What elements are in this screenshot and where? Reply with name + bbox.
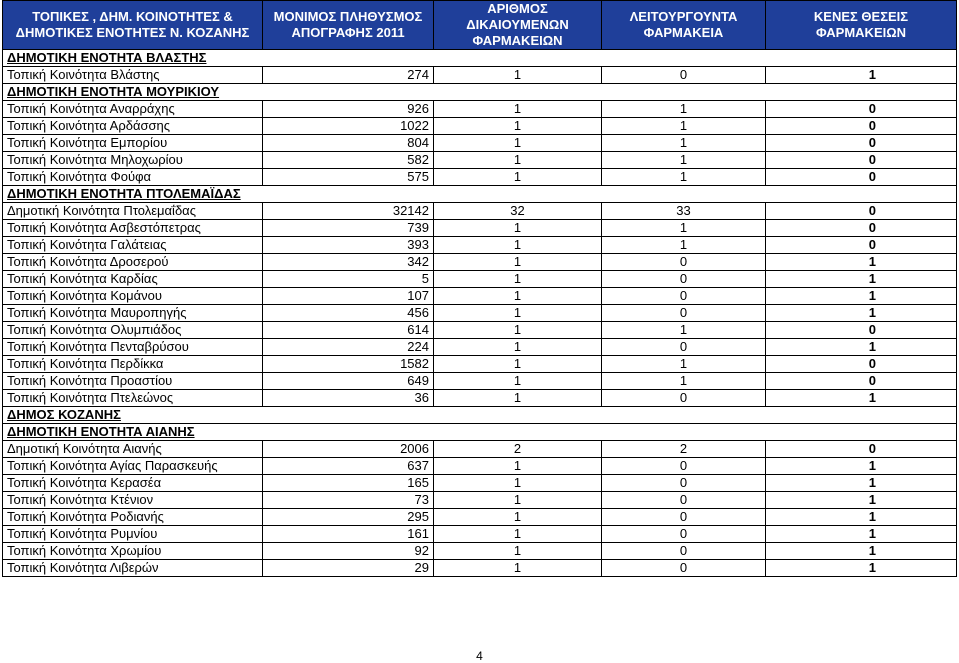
entitled-cell: 1 [434,356,602,373]
operating-cell: 0 [602,560,766,577]
vacant-cell: 0 [766,203,957,220]
entitled-cell: 1 [434,322,602,339]
community-name-cell: Τοπική Κοινότητα Περδίκκα [3,356,263,373]
operating-cell: 1 [602,237,766,254]
header-population: ΜΟΝΙΜΟΣ ΠΛΗΘΥΣΜΟΣ ΑΠΟΓΡΑΦΗΣ 2011 [263,1,434,50]
section-filler [602,84,957,101]
operating-cell: 1 [602,152,766,169]
population-cell: 649 [263,373,434,390]
vacant-cell: 0 [766,373,957,390]
operating-cell: 1 [602,135,766,152]
operating-cell: 0 [602,305,766,322]
table-row [3,305,957,322]
entitled-cell: 1 [434,237,602,254]
community-name-cell: Τοπική Κοινότητα Καρδίας [3,271,263,288]
entitled-cell: 1 [434,254,602,271]
section-row [3,50,957,67]
community-name-cell: Δημοτική Κοινότητα Πτολεμαΐδας [3,203,263,220]
table-row [3,67,957,84]
population-cell: 1582 [263,356,434,373]
vacant-cell: 1 [766,560,957,577]
entitled-cell: 1 [434,509,602,526]
header-operating-pharmacies: ΛΕΙΤΟΥΡΓΟΥΝΤΑ ΦΑΡΜΑΚΕΙΑ [602,1,766,50]
community-name-cell: Τοπική Κοινότητα Ροδιανής [3,509,263,526]
operating-cell: 2 [602,441,766,458]
community-name-cell: Τοπική Κοινότητα Αναρράχης [3,101,263,118]
table-row [3,254,957,271]
community-name-cell: Τοπική Κοινότητα Πενταβρύσου [3,339,263,356]
entitled-cell: 1 [434,169,602,186]
table-row [3,356,957,373]
entitled-cell: 1 [434,305,602,322]
operating-cell: 0 [602,67,766,84]
vacant-cell: 1 [766,271,957,288]
population-cell: 107 [263,288,434,305]
table-row [3,288,957,305]
population-cell: 614 [263,322,434,339]
section-title: ΔΗΜΟΤΙΚΗ ΕΝΟΤΗΤΑ ΒΛΑΣΤΗΣ [3,50,602,67]
population-cell: 582 [263,152,434,169]
entitled-cell: 1 [434,390,602,407]
table-row [3,373,957,390]
entitled-cell: 1 [434,118,602,135]
vacant-cell: 0 [766,356,957,373]
table-row [3,543,957,560]
community-name-cell: Τοπική Κοινότητα Χρωμίου [3,543,263,560]
vacant-cell: 1 [766,475,957,492]
community-name-cell: Τοπική Κοινότητα Κτένιον [3,492,263,509]
table-row [3,118,957,135]
vacant-cell: 1 [766,390,957,407]
table-row [3,339,957,356]
table-row [3,220,957,237]
operating-cell: 33 [602,203,766,220]
pharmacy-table [2,0,957,577]
table-row [3,271,957,288]
operating-cell: 0 [602,254,766,271]
community-name-cell: Τοπική Κοινότητα Πτελεώνος [3,390,263,407]
entitled-cell: 1 [434,543,602,560]
vacant-cell: 1 [766,526,957,543]
table-row [3,135,957,152]
population-cell: 32142 [263,203,434,220]
section-filler [602,186,957,203]
operating-cell: 1 [602,101,766,118]
entitled-cell: 1 [434,288,602,305]
section-row [3,424,957,441]
population-cell: 295 [263,509,434,526]
population-cell: 2006 [263,441,434,458]
vacant-cell: 0 [766,101,957,118]
operating-cell: 0 [602,492,766,509]
community-name-cell: Τοπική Κοινότητα Μαυροπηγής [3,305,263,322]
operating-cell: 0 [602,339,766,356]
table-row [3,492,957,509]
population-cell: 165 [263,475,434,492]
operating-cell: 0 [602,475,766,492]
operating-cell: 1 [602,373,766,390]
vacant-cell: 0 [766,322,957,339]
vacant-cell: 1 [766,288,957,305]
entitled-cell: 1 [434,101,602,118]
table-row [3,560,957,577]
section-row [3,407,957,424]
population-cell: 926 [263,101,434,118]
operating-cell: 1 [602,356,766,373]
entitled-cell: 2 [434,441,602,458]
population-cell: 161 [263,526,434,543]
entitled-cell: 1 [434,492,602,509]
entitled-cell: 1 [434,271,602,288]
entitled-cell: 1 [434,67,602,84]
operating-cell: 0 [602,288,766,305]
operating-cell: 1 [602,169,766,186]
operating-cell: 0 [602,509,766,526]
table-row [3,509,957,526]
header-communities: ΤΟΠΙΚΕΣ , ΔΗΜ. ΚΟΙΝΟΤΗΤΕΣ & ΔΗΜΟΤΙΚΕΣ ΕΝΟΤΗΤΕΣ Ν. ΚΟΖΑΝΗΣ [3,1,263,50]
vacant-cell: 1 [766,305,957,322]
page-number: 4 [476,649,483,663]
population-cell: 739 [263,220,434,237]
community-name-cell: Τοπική Κοινότητα Αγίας Παρασκευής [3,458,263,475]
table-row [3,101,957,118]
section-filler [602,50,957,67]
entitled-cell: 1 [434,526,602,543]
vacant-cell: 1 [766,254,957,271]
entitled-cell: 1 [434,475,602,492]
community-name-cell: Τοπική Κοινότητα Μηλοχωρίου [3,152,263,169]
vacant-cell: 1 [766,339,957,356]
section-title: ΔΗΜΟΤΙΚΗ ΕΝΟΤΗΤΑ ΜΟΥΡΙΚΙΟΥ [3,84,602,101]
operating-cell: 0 [602,390,766,407]
section-row [3,186,957,203]
community-name-cell: Τοπική Κοινότητα Εμπορίου [3,135,263,152]
community-name-cell: Τοπική Κοινότητα Λιβερών [3,560,263,577]
header-entitled-pharmacies: ΑΡΙΘΜΟΣ ΔΙΚΑΙΟΥΜΕΝΩΝ ΦΑΡΜΑΚΕΙΩΝ [434,1,602,50]
entitled-cell: 1 [434,560,602,577]
population-cell: 73 [263,492,434,509]
vacant-cell: 0 [766,118,957,135]
table-header-row [3,1,957,50]
vacant-cell: 0 [766,441,957,458]
community-name-cell: Τοπική Κοινότητα Ασβεστόπετρας [3,220,263,237]
community-name-cell: Τοπική Κοινότητα Κερασέα [3,475,263,492]
section-title: ΔΗΜΟΤΙΚΗ ΕΝΟΤΗΤΑ ΑΙΑΝΗΣ [3,424,602,441]
table-row [3,390,957,407]
entitled-cell: 1 [434,458,602,475]
vacant-cell: 1 [766,509,957,526]
community-name-cell: Δημοτική Κοινότητα Αιανής [3,441,263,458]
community-name-cell: Τοπική Κοινότητα Βλάστης [3,67,263,84]
table-row [3,458,957,475]
population-cell: 5 [263,271,434,288]
table-body [3,50,957,577]
vacant-cell: 0 [766,169,957,186]
vacant-cell: 0 [766,152,957,169]
entitled-cell: 1 [434,152,602,169]
population-cell: 575 [263,169,434,186]
community-name-cell: Τοπική Κοινότητα Ρυμνίου [3,526,263,543]
community-name-cell: Τοπική Κοινότητα Γαλάτειας [3,237,263,254]
section-filler [602,407,957,424]
community-name-cell: Τοπική Κοινότητα Φούφα [3,169,263,186]
community-name-cell: Τοπική Κοινότητα Ολυμπιάδος [3,322,263,339]
operating-cell: 0 [602,526,766,543]
section-row [3,84,957,101]
table-row [3,152,957,169]
population-cell: 804 [263,135,434,152]
operating-cell: 1 [602,220,766,237]
table-row [3,441,957,458]
header-vacant-positions: ΚΕΝΕΣ ΘΕΣΕΙΣ ΦΑΡΜΑΚΕΙΩΝ [766,1,957,50]
community-name-cell: Τοπική Κοινότητα Αρδάσσης [3,118,263,135]
population-cell: 274 [263,67,434,84]
section-title: ΔΗΜΟΤΙΚΗ ΕΝΟΤΗΤΑ ΠΤΟΛΕΜΑΪΔΑΣ [3,186,602,203]
entitled-cell: 1 [434,339,602,356]
operating-cell: 0 [602,271,766,288]
community-name-cell: Τοπική Κοινότητα Δροσερού [3,254,263,271]
operating-cell: 0 [602,458,766,475]
operating-cell: 0 [602,543,766,560]
table-row [3,526,957,543]
operating-cell: 1 [602,322,766,339]
population-cell: 342 [263,254,434,271]
vacant-cell: 1 [766,458,957,475]
vacant-cell: 0 [766,135,957,152]
population-cell: 1022 [263,118,434,135]
entitled-cell: 32 [434,203,602,220]
vacant-cell: 1 [766,67,957,84]
population-cell: 637 [263,458,434,475]
population-cell: 456 [263,305,434,322]
table-row [3,169,957,186]
table-row [3,475,957,492]
vacant-cell: 1 [766,543,957,560]
vacant-cell: 0 [766,237,957,254]
table-row [3,237,957,254]
section-title: ΔΗΜΟΣ ΚΟΖΑΝΗΣ [3,407,602,424]
population-cell: 29 [263,560,434,577]
entitled-cell: 1 [434,373,602,390]
population-cell: 36 [263,390,434,407]
population-cell: 224 [263,339,434,356]
operating-cell: 1 [602,118,766,135]
table-row [3,322,957,339]
population-cell: 393 [263,237,434,254]
entitled-cell: 1 [434,220,602,237]
community-name-cell: Τοπική Κοινότητα Κομάνου [3,288,263,305]
section-filler [602,424,957,441]
population-cell: 92 [263,543,434,560]
table-row [3,203,957,220]
vacant-cell: 0 [766,220,957,237]
vacant-cell: 1 [766,492,957,509]
entitled-cell: 1 [434,135,602,152]
community-name-cell: Τοπική Κοινότητα Προαστίου [3,373,263,390]
